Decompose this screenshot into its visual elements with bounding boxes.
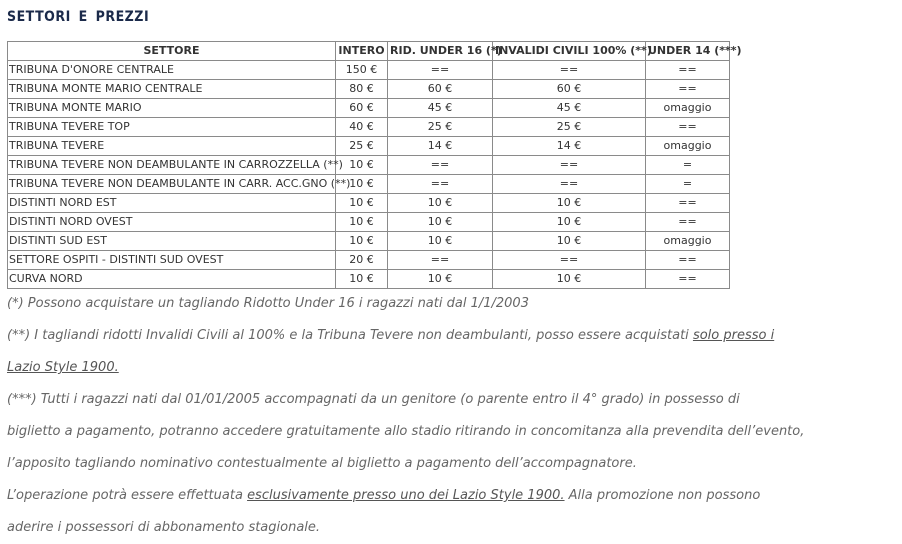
under14-cell: omaggio (646, 232, 730, 251)
rid-under16-cell: == (388, 156, 493, 175)
header-intero: INTERO (336, 42, 388, 61)
sector-cell: TRIBUNA TEVERE NON DEAMBULANTE IN CARROZZELLA (**) (8, 156, 336, 175)
table-row (8, 61, 730, 80)
intero-cell: 40 € (336, 118, 388, 137)
table-row (8, 194, 730, 213)
sector-cell: TRIBUNA MONTE MARIO CENTRALE (8, 80, 336, 99)
intero-cell: 10 € (336, 156, 388, 175)
sector-cell: DISTINTI NORD EST (8, 194, 336, 213)
rid-under16-cell: == (388, 175, 493, 194)
rid-under16-cell: 10 € (388, 213, 493, 232)
rid-under16-cell: 45 € (388, 99, 493, 118)
intero-cell: 10 € (336, 213, 388, 232)
under14-cell: == (646, 118, 730, 137)
intero-cell: 60 € (336, 99, 388, 118)
rid-under16-cell: 14 € (388, 137, 493, 156)
intero-cell: 10 € (336, 232, 388, 251)
sector-cell: DISTINTI SUD EST (8, 232, 336, 251)
note-under14-line1: (***) Tutti i ragazzi nati dal 01/01/2005 accompagnati da un genitore (o parente entro il 4° grado) in possesso di (7, 392, 740, 407)
under14-cell: == (646, 213, 730, 232)
note-operation-line2: aderire i possessori di abbonamento stagionale. (7, 520, 321, 535)
page-title: SETTORI E PREZZI (7, 9, 150, 25)
invalidi-cell: 25 € (493, 118, 646, 137)
table-row (8, 213, 730, 232)
table-row (8, 251, 730, 270)
invalidi-cell: 60 € (493, 80, 646, 99)
sector-cell: TRIBUNA TEVERE NON DEAMBULANTE IN CARR. ACC.GNO (**) (8, 175, 336, 194)
table-row (8, 99, 730, 118)
invalidi-cell: 10 € (493, 194, 646, 213)
intero-cell: 10 € (336, 194, 388, 213)
rid-under16-cell: 60 € (388, 80, 493, 99)
intero-cell: 150 € (336, 61, 388, 80)
intero-cell: 20 € (336, 251, 388, 270)
table-row (8, 270, 730, 289)
note-invalidi: (**) I tagliandi ridotti Invalidi Civili al 100% e la Tribuna Tevere non deambulanti, posso essere acquistati solo presso i (7, 328, 775, 343)
sector-cell: TRIBUNA TEVERE (8, 137, 336, 156)
table-row (8, 156, 730, 175)
invalidi-cell: == (493, 251, 646, 270)
table-row (8, 80, 730, 99)
invalidi-cell: 14 € (493, 137, 646, 156)
rid-under16-cell: 10 € (388, 194, 493, 213)
under14-cell: == (646, 194, 730, 213)
rid-under16-cell: == (388, 61, 493, 80)
intero-cell: 25 € (336, 137, 388, 156)
header-rid-under16: RID. UNDER 16 (*) (388, 42, 493, 61)
under14-cell: omaggio (646, 99, 730, 118)
intero-cell: 10 € (336, 270, 388, 289)
sector-cell: TRIBUNA D'ONORE CENTRALE (8, 61, 336, 80)
table-header-row (8, 42, 730, 61)
header-under14: UNDER 14 (***) (646, 42, 730, 61)
under14-cell: == (646, 270, 730, 289)
invalidi-cell: == (493, 61, 646, 80)
sector-cell: TRIBUNA MONTE MARIO (8, 99, 336, 118)
sector-cell: DISTINTI NORD OVEST (8, 213, 336, 232)
invalidi-cell: 10 € (493, 270, 646, 289)
lazio-style-link-1[interactable]: solo presso i (692, 328, 775, 343)
intero-cell: 10 € (336, 175, 388, 194)
table-row (8, 232, 730, 251)
rid-under16-cell: == (388, 251, 493, 270)
note-under14-line2: biglietto a pagamento, potranno accedere gratuitamente allo stadio ritirando in concomitanza alla prevendita dell’evento, (7, 424, 805, 439)
note-operation-line1: L’operazione potrà essere effettuata esclusivamente presso uno dei Lazio Style 1900. Alla promozione non possono (7, 488, 761, 503)
sector-cell: CURVA NORD (8, 270, 336, 289)
under14-cell: == (646, 61, 730, 80)
header-invalidi-civili: INVALIDI CIVILI 100% (**) (493, 42, 646, 61)
under14-cell: == (646, 251, 730, 270)
rid-under16-cell: 10 € (388, 232, 493, 251)
lazio-style-link-2[interactable]: Lazio Style 1900. (7, 360, 119, 375)
notes (7, 288, 897, 544)
note-under16: (*) Possono acquistare un tagliando Ridotto Under 16 i ragazzi nati dal 1/1/2003 (7, 296, 529, 311)
invalidi-cell: 10 € (493, 232, 646, 251)
intero-cell: 80 € (336, 80, 388, 99)
table-row (8, 175, 730, 194)
header-settore: SETTORE (8, 42, 336, 61)
invalidi-cell: 10 € (493, 213, 646, 232)
table-row (8, 118, 730, 137)
rid-under16-cell: 25 € (388, 118, 493, 137)
prices-table (7, 41, 742, 289)
under14-cell: = (646, 156, 730, 175)
invalidi-cell: 45 € (493, 99, 646, 118)
sector-cell: TRIBUNA TEVERE TOP (8, 118, 336, 137)
sector-cell: SETTORE OSPITI - DISTINTI SUD OVEST (8, 251, 336, 270)
rid-under16-cell: 10 € (388, 270, 493, 289)
invalidi-cell: == (493, 175, 646, 194)
under14-cell: = (646, 175, 730, 194)
table-row (8, 137, 730, 156)
note-invalidi-cont (7, 352, 897, 384)
under14-cell: omaggio (646, 137, 730, 156)
invalidi-cell: == (493, 156, 646, 175)
note-under14-line3: l’apposito tagliando nominativo contestualmente al biglietto a pagamento dell’accompagnatore. (7, 456, 637, 471)
lazio-style-link-3[interactable]: esclusivamente presso uno dei Lazio Style 1900. (247, 488, 565, 503)
under14-cell: == (646, 80, 730, 99)
